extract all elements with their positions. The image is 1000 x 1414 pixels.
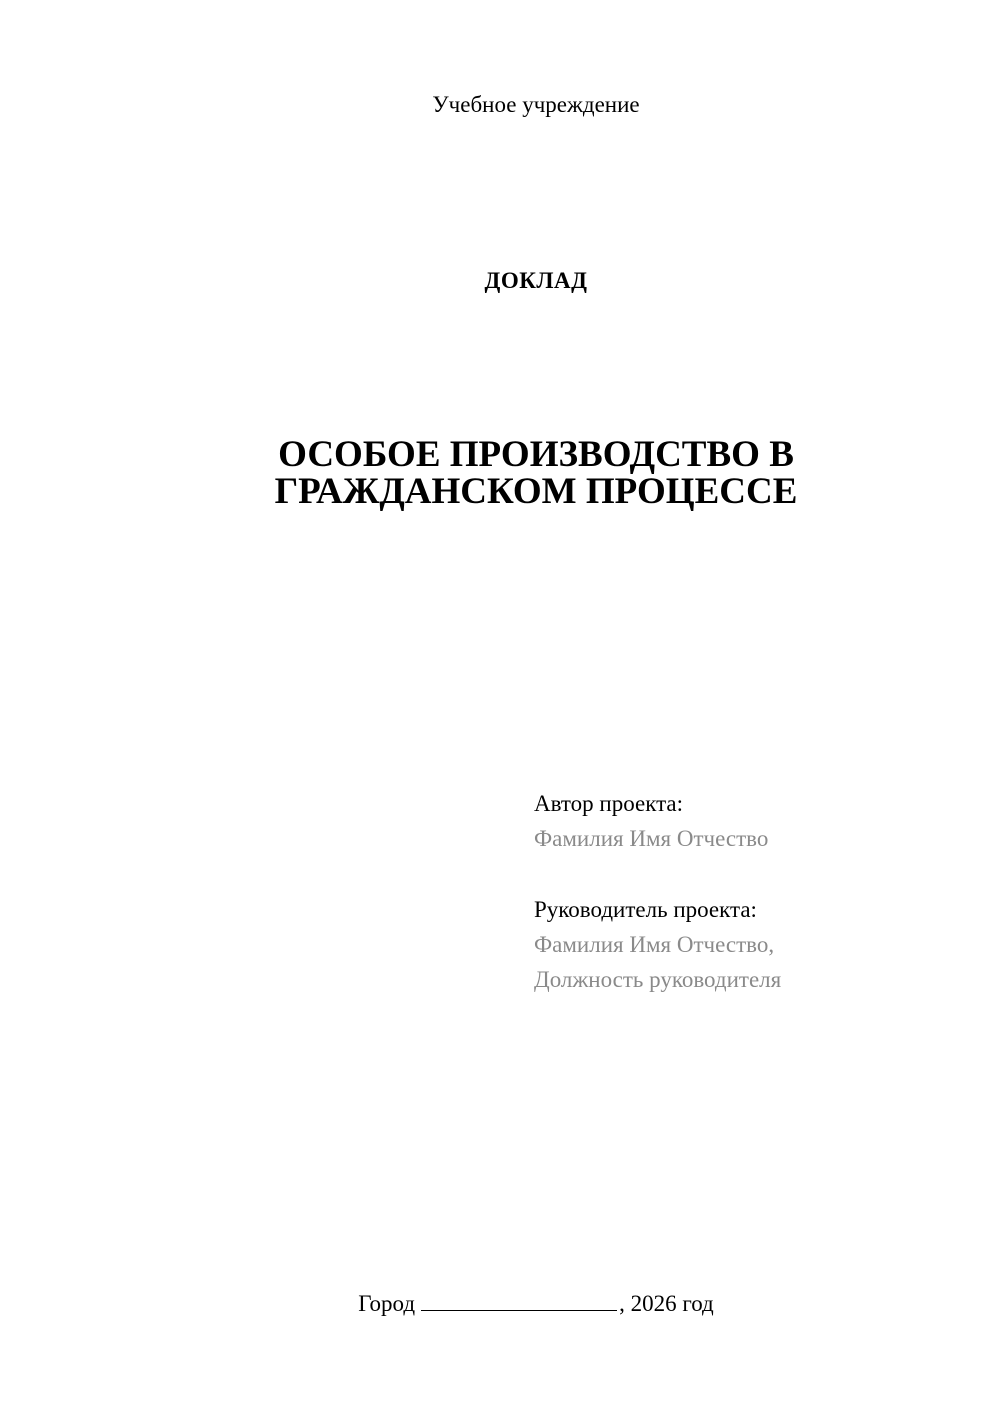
document-type: ДОКЛАД (484, 268, 588, 293)
year-text: , 2026 год (619, 1291, 714, 1316)
supervisor-name: Фамилия Имя Отчество, (534, 932, 775, 957)
footer-city-year (0, 1289, 1000, 1319)
author-label: Автор проекта: (534, 791, 683, 816)
city-label: Город (358, 1291, 416, 1316)
supervisor-position: Должность руководителя (534, 967, 782, 992)
document-title (0, 436, 1000, 510)
institution-name: Учебное учреждение (432, 92, 640, 117)
supervisor-label: Руководитель проекта: (534, 897, 757, 922)
city-blank-line (421, 1290, 617, 1311)
title-line-1: ОСОБОЕ ПРОИЗВОДСТВО В (278, 434, 794, 475)
title-line-2: ГРАЖДАНСКОМ ПРОЦЕССЕ (274, 471, 798, 512)
credits-block (534, 786, 974, 997)
author-name: Фамилия Имя Отчество (534, 826, 769, 851)
